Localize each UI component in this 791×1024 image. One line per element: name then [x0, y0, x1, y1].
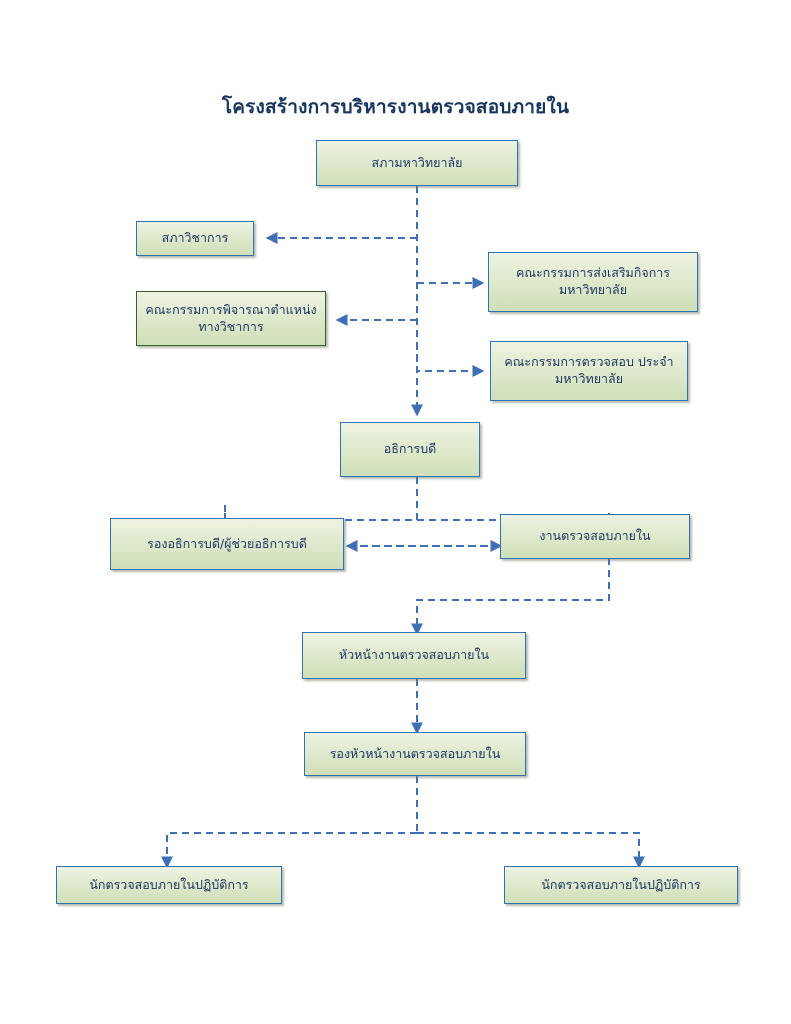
node-audit-officer-left[interactable] — [56, 866, 282, 904]
node-audit-committee-label: คณะกรรมการตรวจสอบ ประจำมหาวิทยาลัย — [504, 354, 674, 386]
node-audit-deputy-chief-label: รองหัวหน้างานตรวจสอบภายใน — [329, 745, 501, 761]
node-promotion-committee-label: คณะกรรมการส่งเสริมกิจการ มหาวิทยาลัย — [516, 265, 670, 297]
node-vice-president-label: รองอธิการบดี/ผู้ช่วยอธิการบดี — [147, 535, 307, 551]
node-audit-deputy-chief[interactable] — [304, 732, 526, 776]
node-president-label: อธิการบดี — [383, 441, 437, 457]
node-academic-council-label: สภาวิชาการ — [161, 230, 229, 246]
node-academic-position-committee-label: คณะกรรมการพิจารณาตำแหน่ง ทางวิชาการ — [145, 301, 317, 334]
node-internal-audit-unit-label: งานตรวจสอบภายใน — [539, 528, 651, 544]
page-title: โครงสร้างการบริหารงานตรวจสอบภายใน — [221, 96, 570, 118]
node-academic-position-committee[interactable] — [136, 291, 326, 346]
node-president[interactable] — [340, 422, 480, 477]
node-vice-president[interactable] — [110, 518, 344, 570]
edge-deputy-officer-right — [417, 833, 639, 866]
node-internal-audit-unit[interactable] — [500, 514, 690, 559]
node-council[interactable] — [316, 140, 518, 186]
node-audit-officer-left-label: นักตรวจสอบภายในปฏิบัติการ — [89, 876, 249, 892]
node-audit-officer-right[interactable] — [504, 866, 738, 904]
node-audit-committee[interactable] — [490, 341, 688, 401]
edge-council-audit-committee — [417, 343, 482, 371]
node-academic-council[interactable] — [136, 221, 254, 256]
node-audit-officer-right-label: นักตรวจสอบภายในปฏิบัติการ — [541, 876, 701, 892]
node-audit-chief-label: หัวหน้างานตรวจสอบภายใน — [338, 647, 490, 663]
node-promotion-committee[interactable] — [488, 252, 698, 312]
node-council-label: สภามหาวิทยาลัย — [371, 154, 463, 170]
edge-deputy-officer-left — [167, 833, 417, 866]
node-audit-chief[interactable] — [302, 632, 526, 679]
edge-auditunit-chief — [417, 558, 609, 633]
